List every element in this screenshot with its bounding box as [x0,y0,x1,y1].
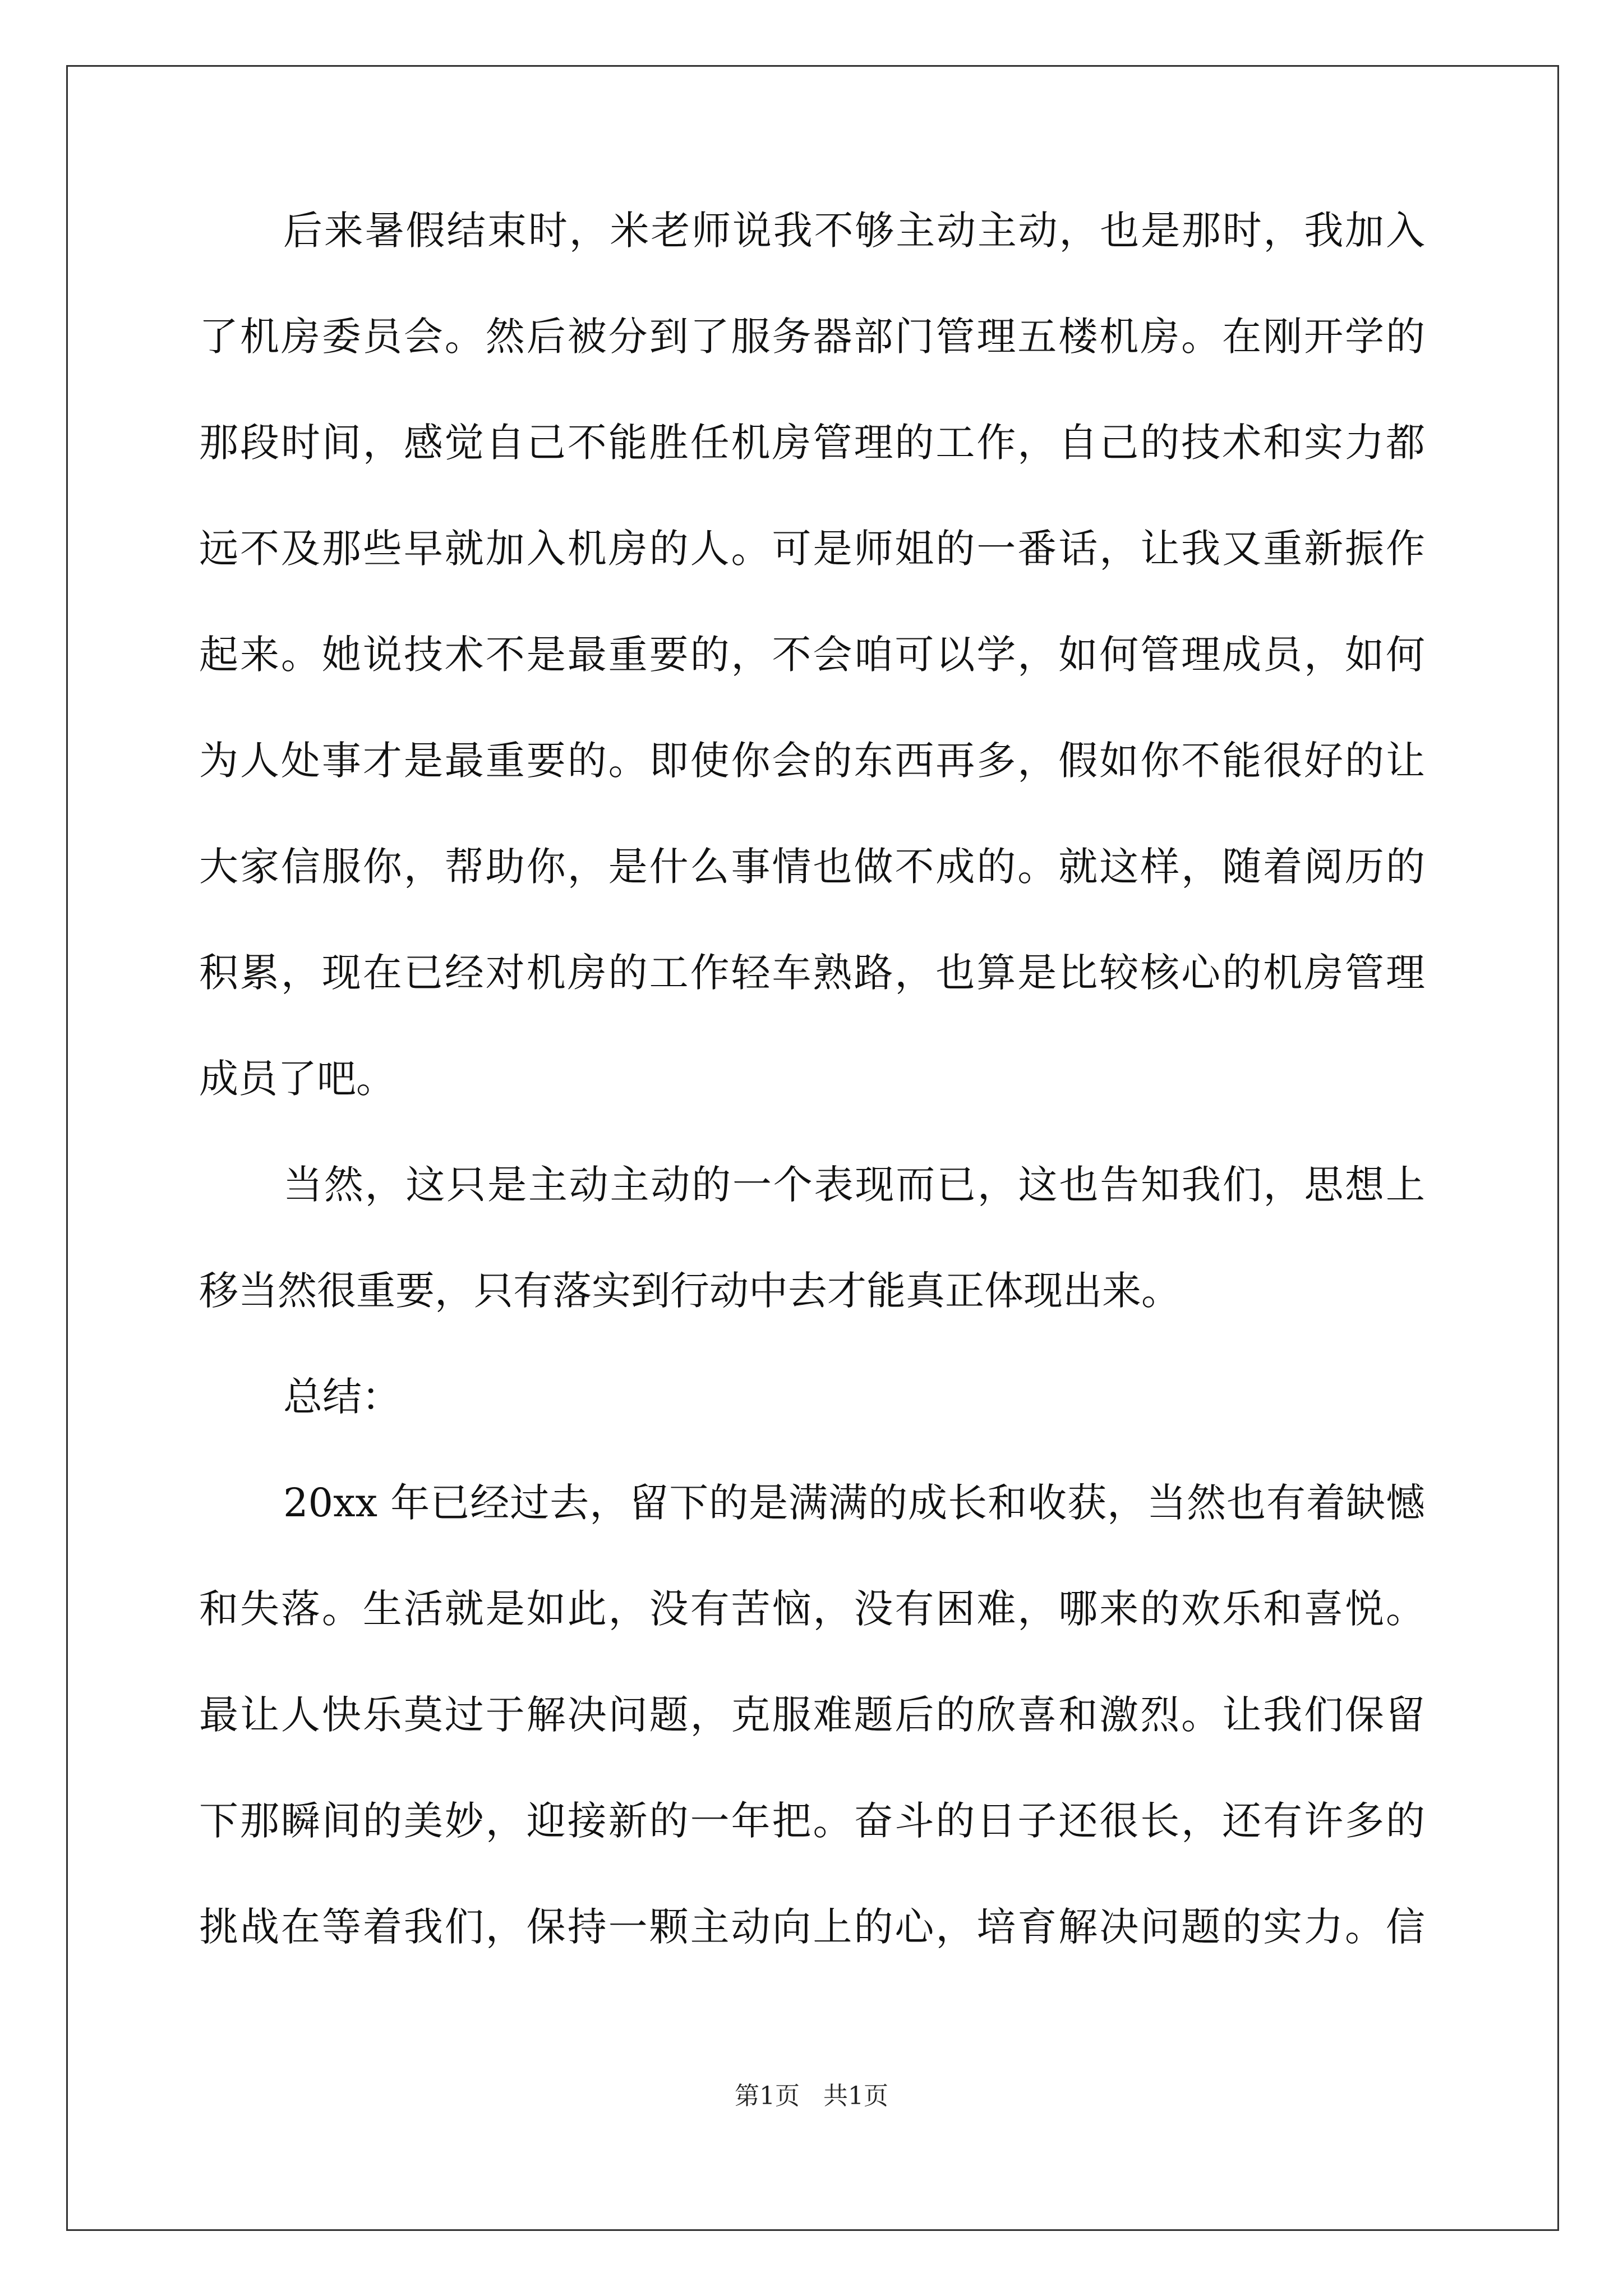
text-line: 大家信服你，帮助你，是什么事情也做不成的。就这样，随着阅历的 [199,844,1425,890]
text-line: 最让人快乐莫过于解决问题，克服难题后的欣喜和激烈。让我们保留 [199,1692,1425,1738]
text-line: 了机房委员会。然后被分到了服务器部门管理五楼机房。在刚开学的 [199,314,1425,360]
document-body [199,208,1425,2013]
text-line: 那段时间，感觉自己不能胜任机房管理的工作，自己的技术和实力都 [199,420,1425,466]
text-line: 积累，现在已经对机房的工作轻车熟路，也算是比较核心的机房管理 [199,950,1425,996]
text-line: 起来。她说技术不是最重要的，不会咱可以学，如何管理成员，如何 [199,632,1425,678]
text-line: 后来暑假结束时，米老师说我不够主动主动，也是那时，我加入 [283,208,1425,254]
text-line: 20xx 年已经过去，留下的是满满的成长和收获，当然也有着缺憾 [283,1480,1425,1526]
page-footer: 第1页 共1页 [735,2082,888,2110]
text-line: 为人处事才是最重要的。即使你会的东西再多，假如你不能很好的让 [199,738,1425,784]
text-line: 下那瞬间的美妙，迎接新的一年把。奋斗的日子还很长，还有许多的 [199,1798,1425,1844]
text-line: 总结： [283,1374,401,1420]
text-line: 远不及那些早就加入机房的人。可是师姐的一番话，让我又重新振作 [199,526,1425,572]
text-line: 和失落。生活就是如此，没有苦恼，没有困难，哪来的欢乐和喜悦。 [199,1586,1425,1632]
text-line: 当然，这只是主动主动的一个表现而已，这也告知我们，思想上 [283,1162,1425,1208]
text-line: 挑战在等着我们，保持一颗主动向上的心，培育解决问题的实力。信 [199,1904,1425,1950]
text-line: 成员了吧。 [199,1056,395,1102]
text-line: 移当然很重要，只有落实到行动中去才能真正体现出来。 [199,1268,1181,1314]
